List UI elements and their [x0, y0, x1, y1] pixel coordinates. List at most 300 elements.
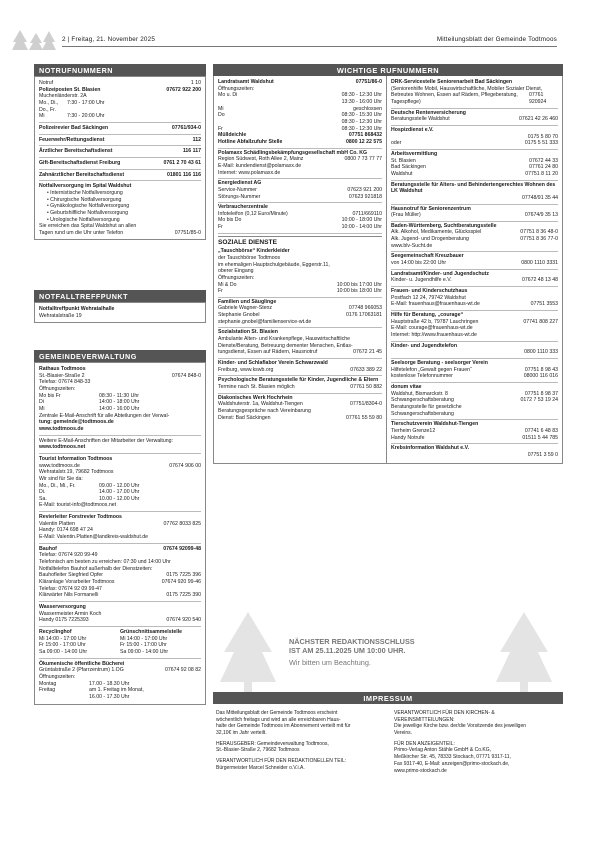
- impressum-line: St.-Blasier-Straße 2, 79682 Todtmoos: [216, 747, 300, 754]
- notruf-section: [34, 64, 206, 240]
- notruf-row: [39, 93, 201, 100]
- treff-section: [34, 290, 206, 323]
- soziale-dienste-heading: SOZIALE DIENSTE: [218, 236, 382, 247]
- contact-entry: [391, 420, 558, 444]
- entry-line-value: 07748 966053: [348, 305, 382, 312]
- impressum-column-2: [394, 710, 562, 774]
- entry-line-label: Betreutes Wohnen, Essen auf Rädern, Pflegeberatung, Tagespflege): [391, 92, 518, 105]
- separator: [39, 543, 201, 544]
- notruf-row: [39, 148, 201, 155]
- entry-line-value: 07751 8 36 77-0: [520, 236, 558, 243]
- entry-line-value: 07623 921 200: [347, 186, 382, 193]
- entry-line: [218, 139, 382, 146]
- entry-line-label: Öffnungszeiten:: [218, 274, 255, 281]
- row-value: 0761 2 70 43 61: [163, 159, 201, 166]
- entry-line: [218, 415, 382, 422]
- entry-line-label: www.blv-Sucht.de: [391, 242, 433, 249]
- entry-line: [391, 134, 558, 141]
- gruenschnitt-hours: Sa 09:00 - 14:00 Uhr: [120, 648, 169, 655]
- entry-title: Frauen- und Kinderschutzhaus: [391, 288, 468, 295]
- entry-line-value: 07672 44 33: [529, 157, 558, 164]
- impressum-line: Das Mitteilungsblatt der Gemeinde Todtmoos erscheint: [216, 710, 338, 716]
- separator: [39, 626, 201, 627]
- row-value: 07762 8033 825: [163, 520, 201, 527]
- entry-line: [391, 404, 558, 411]
- ti-mail: E-Mail: tourist-info@todtmoos.net: [39, 502, 117, 509]
- rathaus-address-row: [39, 373, 201, 380]
- hours-row: [39, 483, 201, 490]
- entry-line: [218, 319, 382, 326]
- entry-line: [391, 92, 558, 105]
- entry-line-label: Internet: www.polamaxx.de: [218, 169, 281, 176]
- hours-day: Di.: [39, 489, 46, 496]
- contact-entry: [391, 150, 558, 181]
- bh-contact-row: [39, 579, 201, 586]
- impressum-line: FÜR DEN ANZEIGENTEIL:: [394, 740, 455, 747]
- entry-line-value: 0172 7 53 19 24: [520, 397, 558, 404]
- bh-contact-row: [39, 592, 201, 599]
- separator: [39, 180, 201, 181]
- bh-row: [39, 546, 201, 553]
- entry-line-label: St. Blasien: [391, 157, 416, 164]
- ti-row: [39, 463, 201, 470]
- entry-line-value: 0175 5 80 70: [527, 133, 558, 140]
- entry-line: [391, 373, 558, 380]
- note-line-3: Wir bitten um Beachtung.: [289, 658, 371, 668]
- row-label: Polizeiposten St. Blasien: [39, 86, 101, 93]
- entry-line: [218, 336, 382, 343]
- entry-line-value: 07674/9 35 13: [524, 212, 558, 219]
- hours-row: [39, 694, 201, 701]
- notfall-list-item: • Geburtshilfliche Notfallversorgung: [47, 210, 201, 217]
- wichtig-section: [213, 64, 563, 464]
- hours-day: Freitag: [39, 687, 56, 694]
- contact-entry: [391, 252, 558, 269]
- entry-line-label: der Tauschbörse Todtmoos: [218, 254, 281, 261]
- entry-line-label: Termine nach St. Blasien möglich: [218, 384, 295, 391]
- entry-line-label: Waldshuterstr. 1a, Waldshut-Tiengen: [218, 401, 303, 408]
- notfall-list: [39, 190, 201, 223]
- recycling-hours: Sa 09:00 - 14:00 Uhr: [39, 648, 88, 655]
- impressum-line: www.primo-stockach.de: [394, 767, 447, 774]
- wichtig-left-column: [214, 76, 387, 463]
- entry-line-value: 0800 7 73 77 77: [344, 156, 382, 163]
- mail-line: Weitere E-Mail-Anschriften der Mitarbeiter der Verwaltung:: [39, 437, 173, 444]
- entry-line: [391, 116, 558, 123]
- contact-entry: [391, 126, 558, 150]
- contact-entry: [218, 328, 382, 359]
- entry-line-value: 07761 55 59 80: [345, 414, 382, 421]
- entry-line-value: 07761 24 80: [529, 164, 558, 171]
- row-label: Gift-Bereitschaftsdienst Freiburg: [39, 159, 121, 166]
- entry-line-label: Beratungsstelle für gesetzliche: [391, 403, 462, 410]
- row-label: www.todtmoos.de: [39, 462, 80, 469]
- entry-title: Hausnotruf für Seniorenzentrum: [391, 205, 471, 212]
- hours-time: 08:30 - 11:30 Uhr: [99, 392, 139, 399]
- entry-line-value: 07623 921818: [348, 193, 382, 200]
- page-date: 2 | Freitag, 21. November 2025: [62, 36, 156, 43]
- entry-line-label: Dienste/Beratung, Betreuung dementer Menschen, Entlas-: [218, 342, 353, 349]
- hours-day: Mi: [39, 113, 45, 120]
- row-label: St.-Blasier-Straße 2: [39, 372, 85, 379]
- impressum-line: Vereins.: [394, 730, 413, 737]
- entry-line-label: Alk. Alkohol, Medikamente, Glücksspiel: [391, 229, 482, 236]
- hours-row: [39, 100, 201, 113]
- entry-title: Sozialstation St. Blasien: [218, 329, 278, 336]
- row-label: Kläranlage Vorarbeiter Todtmoos: [39, 579, 115, 586]
- hours-time: 14:00 - 16:00 Uhr: [99, 405, 140, 412]
- notruf-row: [39, 80, 201, 87]
- entry-line-label: kostenlose Telefonnummer: [391, 373, 453, 380]
- entry-line: [391, 171, 558, 178]
- contact-entry: [391, 270, 558, 287]
- contact-entry: [218, 376, 382, 393]
- entry-heading: [218, 204, 382, 211]
- entry-line: [391, 260, 558, 267]
- entry-line: [218, 343, 382, 350]
- impressum-line: Bürgermeister Marcel Schneider o.V.i.A.: [216, 764, 305, 771]
- row-label: Zahnärztlicher Bereitschaftsdienst: [39, 171, 125, 178]
- entry-line-value: 07741 6 48 83: [524, 427, 558, 434]
- impressum-line: halte der Gemeinde Todtmoos im Abonnement verteilt mit für: [216, 723, 351, 730]
- hours-time: am 1. Freitag im Monat,: [89, 687, 144, 694]
- entry-line-label: Freiburg, www.kswb.org: [218, 366, 274, 373]
- impressum-line: Meßkircher Str. 45, 78333 Stockach, 07771 9317-11,: [394, 754, 511, 761]
- entry-line-label: Hilfetelefon „Gewalt gegen Frauen“: [391, 366, 472, 373]
- entry-line-label: im ehemaligen Hauptschulgebäude, Eggerstr.11,: [218, 261, 330, 268]
- bh-note: Telefonisch am besten zu erreichen: 07:30 und 14:00 Uhr: [39, 559, 171, 566]
- notruf-row: [39, 160, 201, 167]
- entry-line: [218, 262, 382, 269]
- row-value: 07674 920 99-46: [161, 579, 201, 586]
- hours-time: 14:00 - 18:00 Uhr: [99, 399, 140, 406]
- row-value: 112: [192, 136, 201, 143]
- entry-line-value: 0176 17063181: [345, 312, 382, 319]
- wv-row: [39, 617, 201, 624]
- contact-entry: [218, 298, 382, 329]
- recycling-hours: Mi 14:00 - 17:00 Uhr: [39, 635, 87, 642]
- entry-title: Polamaxx Schädlingsbekämpfungsgesellschaft mbH Co. KG: [218, 149, 368, 156]
- entry-line: [218, 384, 382, 391]
- entry-heading: [218, 150, 382, 157]
- entry-line: [218, 194, 382, 201]
- entry-title: Hilfe für Beratung, „courage“: [391, 312, 464, 319]
- row-label: Polizeirevier Bad Säckingen: [39, 124, 109, 131]
- impressum-line: wöchentlich freitags und wird an alle erreichbaren Haus-: [216, 716, 341, 723]
- tree-decoration-icon: [218, 612, 278, 702]
- notfall-list-item: • Chirurgische Notfallversorgung: [47, 197, 201, 204]
- entry-title: Familien und Säuglinge: [218, 298, 277, 305]
- entry-line-label: Postfach 12 24, 79742 Waldshut: [391, 294, 466, 301]
- entry-heading: [218, 79, 382, 86]
- contact-entry: [391, 383, 558, 420]
- hours-row: [39, 489, 201, 496]
- entry-line-label: Hotline Abfallzufuhr Stelle: [218, 138, 283, 145]
- row-value: 07674 92 08 82: [164, 667, 201, 674]
- row-label: Muchenländerstr. 2A: [39, 93, 87, 100]
- entry-line-label: Mi & Do: [218, 281, 237, 288]
- gv-box: [34, 362, 206, 705]
- recycling-block: [39, 629, 201, 656]
- recycling-hours: Fr 15:00 - 17:00 Uhr: [39, 642, 86, 649]
- gruenschnitt-title: Grünschnittsammelstelle: [120, 628, 182, 635]
- entry-line-value: 0800 12 22 575: [345, 138, 382, 145]
- entry-title: Energiedienst AG: [218, 180, 262, 187]
- entry-line-value: 07748/91 35 44: [521, 194, 558, 201]
- hours-row: [39, 496, 201, 503]
- entry-line-label: (Seniorenhilfe Mobil, Hauswirtschaftliche, Mobiler Sozialer Dienst,: [391, 85, 543, 92]
- entry-line: [391, 325, 558, 332]
- separator: [39, 122, 201, 123]
- entry-line-label: Beratungsgespräche nach Vereinbarung: [218, 408, 311, 414]
- entry-line: [391, 236, 558, 243]
- entry-line-label: Öffnungszeiten:: [218, 85, 255, 92]
- entry-line: [218, 187, 382, 194]
- hours-time: 7:30 - 17:00 Uhr: [67, 99, 105, 106]
- entry-line: [218, 367, 382, 374]
- entry-line-label: Störungs-Nummer: [218, 193, 261, 200]
- entry-line: [218, 217, 382, 224]
- entry-line-value: 10:00 bis 18:00 Uhr: [336, 288, 382, 295]
- ti-title: Tourist Information Todtmoos: [39, 455, 113, 462]
- hours-day: Mo bis Fr: [39, 392, 61, 399]
- separator: [39, 134, 201, 135]
- entry-line: [218, 106, 382, 113]
- wichtig-heading: WICHTIGE RUFNUMMERN: [213, 64, 563, 76]
- entry-line-value: 07751 868432: [348, 132, 382, 139]
- entry-line-label: Mülldeichle: [218, 132, 247, 139]
- entry-phone: 07751/86-0: [355, 79, 382, 85]
- entry-line-label: Beratungsstelle Waldshut: [391, 116, 450, 123]
- contact-entry: [391, 287, 558, 311]
- row-value: 07674 848-0: [171, 372, 201, 379]
- entry-line: [391, 243, 558, 250]
- entry-line-value: 07751 3553: [530, 301, 558, 308]
- contact-entry: [218, 394, 382, 424]
- entry-title: Landratsamt/Kinder- und Jugendschutz: [391, 270, 489, 277]
- hours-day: Di: [39, 399, 44, 406]
- separator: [39, 511, 201, 512]
- impressum-line: 32,10€ im Jahr verteilt.: [216, 730, 267, 737]
- note-line-1: NÄCHSTER REDAKTIONSSCHLUSS: [289, 637, 415, 646]
- entry-line-label: Fr: [218, 125, 223, 132]
- entry-line-value: 01511 5 44 785: [522, 434, 558, 441]
- contact-entry: [391, 181, 558, 205]
- entry-line-label: von 14:00 bis 22:00 Uhr: [391, 260, 447, 267]
- entry-line-value: 0175 5 51 333: [524, 140, 558, 147]
- entry-line: [391, 367, 558, 374]
- entry-line: [218, 288, 382, 295]
- entry-line: [391, 164, 558, 171]
- recycling-title: Recyclinghof: [39, 628, 72, 635]
- entry-line-label: stephanie.gnobel@familienservice-wt.de: [218, 318, 312, 325]
- contact-entry: [391, 311, 558, 342]
- rathaus-fax: Telefax: 07674 848-33: [39, 379, 91, 386]
- hours-day: Sa.: [39, 495, 47, 502]
- notruf-row: [39, 172, 201, 179]
- web-link: www.todtmoos.de: [39, 425, 84, 432]
- entry-line-label: Service-Nummer: [218, 186, 257, 193]
- contact-entry: [218, 149, 382, 180]
- entry-line: [218, 268, 382, 275]
- hours-time: 14.00 - 17.00 Uhr: [99, 489, 140, 496]
- entry-title: Seegemeinschaft Kreuzbauer: [391, 253, 464, 260]
- row-value: 07674 92099-48: [163, 545, 201, 552]
- hours-row: [39, 113, 201, 120]
- entry-line-value: 0800 1110 3331: [521, 260, 558, 267]
- row-label: Grüntalstraße 2 (Pfarrzentrum) 1.OG: [39, 667, 124, 674]
- row-value: 07672 922 200: [166, 86, 201, 93]
- entry-line-label: Dienst: Bad Säckingen: [218, 414, 271, 421]
- entry-line-label: Tierheim Grenze12: [391, 427, 436, 434]
- contact-entry: [391, 359, 558, 383]
- rf-handy: Handy: 0174 698 47 24: [39, 527, 93, 534]
- impressum-line: Fax 9317-40, E-Mail: anzeigen@primo-stockach.de,: [394, 760, 510, 767]
- notruf-row: [39, 137, 201, 144]
- wv-name: Wassermeister Armin Koch: [39, 610, 102, 617]
- contact-entry: [218, 179, 382, 203]
- entry-line-value: 07621 42 26 460: [519, 116, 558, 123]
- row-value: 116 117: [182, 148, 201, 155]
- impressum-line: Die jeweilige Kirche bzw. der/die Vorsitzende des jeweiligen: [394, 723, 527, 730]
- entry-line: [218, 126, 382, 133]
- row-value: 07761/934-0: [171, 124, 201, 131]
- entry-title: Baden-Württemberg, Suchtberatungsstelle: [391, 222, 497, 229]
- rf-row: [39, 521, 201, 528]
- impressum-heading: IMPRESSUM: [213, 692, 563, 704]
- hours-day: Mo., Di., Do., Fr.: [39, 99, 59, 113]
- tree-decoration-icon: [494, 612, 554, 702]
- entry-line-label: Ambulante Alten- und Krankenpflege, Hauswirtschaftliche: [218, 336, 351, 343]
- entry-line-label: Alk. Jugend- und Drogenberatung: [391, 236, 469, 243]
- entry-line: [391, 212, 558, 219]
- row-value: 07674 906 00: [169, 462, 201, 469]
- entry-line: [218, 211, 382, 218]
- row-value: 0175 7225 390: [166, 592, 201, 599]
- entry-line-label: Bad Säckingen: [391, 164, 426, 171]
- entry-title: Kinder- und Jugendtelefon: [391, 342, 457, 349]
- entry-line-value: 07761 920924: [528, 92, 547, 105]
- entry-line-value: 07751 8 98 43: [524, 366, 558, 373]
- entry-line: [218, 401, 382, 408]
- entry-title: Deutsche Rentenversicherung: [391, 109, 466, 116]
- entry-line-label: E-Mail: kundendienst@polamaxx.de: [218, 162, 302, 169]
- entry-line: [391, 158, 558, 165]
- hours-time: 7:30 - 20:00 Uhr: [67, 113, 105, 120]
- hours-day: Montag: [39, 680, 57, 687]
- entry-line-label: oberer Eingang: [218, 268, 254, 275]
- entry-line-value: 07751 8 11 20: [525, 170, 558, 177]
- contact-entry: [391, 222, 558, 253]
- entry-line: [218, 99, 382, 106]
- entry-line: [218, 119, 382, 126]
- entry-line: [391, 397, 558, 404]
- entry-line: [391, 391, 558, 398]
- separator: [39, 157, 201, 158]
- entry-title: Verbraucherzentrale: [218, 204, 268, 211]
- redaktionsschluss-note: [289, 637, 469, 667]
- entry-title: Landratsamt Waldshut: [218, 79, 274, 85]
- hours-time: 10.00 - 12.00 Uhr: [99, 495, 140, 502]
- entry-line: [218, 312, 382, 319]
- treff-address: Wehratalstraße 19: [39, 312, 82, 319]
- ti-address: Wehratalstr.19, 79682 Todtmoos: [39, 469, 114, 476]
- entry-line-value: 08:30 - 12:30 Uhr: [341, 125, 382, 132]
- entry-line: [218, 163, 382, 170]
- row-label: Notruf: [39, 80, 54, 86]
- row-label: Telefax: 07674 92 09 99-47: [39, 585, 102, 592]
- hours-row: [39, 393, 201, 400]
- hours-day: [39, 694, 89, 701]
- gv-heading: GEMEINDEVERWALTUNG: [34, 350, 206, 362]
- row-value: 01801 116 116: [166, 171, 201, 178]
- entry-title: Beratungsstelle für Alters- und Behindertengerechtes Wohnen des LK Waldshut: [391, 181, 556, 195]
- entry-line: [391, 349, 558, 356]
- entry-line-label: Fr: [218, 224, 223, 231]
- hours-row: [39, 681, 201, 688]
- row-label: Bauhofleiter Siegfried Opfer: [39, 572, 104, 579]
- entry-line-label: Kinder- u. Jugendhilfe e.V.: [391, 277, 452, 284]
- contact-entry: [391, 342, 558, 359]
- entry-line-label: (Frau Müller): [391, 212, 421, 219]
- entry-title: Tierschutzverein Waldshut-Tiengen: [391, 421, 479, 428]
- rathaus-title: Rathaus Todtmoos: [39, 366, 86, 372]
- entry-line: [391, 277, 558, 284]
- entry-line-value: 0800 1110 333: [524, 349, 558, 356]
- impressum-line: VERANTWORTLICH FÜR DEN REDAKTIONELLEN TEIL:: [216, 758, 347, 765]
- entry-line: [218, 282, 382, 289]
- notfall-list-item: • Gynäkologische Notfallversorgung: [47, 203, 201, 210]
- entry-line: [218, 305, 382, 312]
- entry-title: Hospizdienst e.V.: [391, 126, 434, 133]
- entry-line-label: Schwangerschaftsberatung: [391, 397, 454, 404]
- entry-line: [391, 195, 558, 202]
- row-value: 0175 7225 396: [166, 572, 201, 579]
- hours-day: Mo., Di., Mi., Fr.: [39, 482, 76, 489]
- mail-line: Zentrale E-Mail-Anschrift für alle Abteilungen der Verwal-: [39, 412, 170, 419]
- entry-line-label: E-Mail: frauenhaus@frauenhaus-wt.de: [391, 301, 480, 308]
- row-value: 07751/85-0: [174, 229, 201, 236]
- publication-title: Mitteilungsblatt der Gemeinde Todtmoos: [436, 36, 557, 43]
- hours-time: 16.00 - 17.30 Uhr: [89, 693, 130, 700]
- row-label: Tagen rund um die Uhr unter Telefon: [39, 229, 124, 236]
- impressum-line: VERANTWORTLICH FÜR DEN KIRCHEN- &: [394, 710, 495, 716]
- hours-day: Mi: [39, 405, 45, 412]
- row-label: Bauhof: [39, 545, 57, 552]
- contact-entry: [218, 359, 382, 376]
- impressum-line: VEREINSMITTEILUNGEN:: [394, 716, 455, 723]
- entry-line-value: 07751 3 59 0: [527, 451, 558, 458]
- entry-title: Kinder- und Schlaflabor Verein Schwarzwald: [218, 360, 328, 367]
- hours-time: 09.00 - 12.00 Uhr: [99, 482, 140, 489]
- entry-title: donum vitae: [391, 383, 422, 390]
- separator: [39, 435, 201, 436]
- wv-title: Wasserversorgung: [39, 604, 86, 610]
- entry-line-value: 07672 21 45: [353, 349, 382, 356]
- treff-heading: NOTFALLTREFFPUNKT: [34, 290, 206, 302]
- entry-line-value: 10:00 - 18:00 Uhr: [341, 217, 382, 224]
- bh-contact-row: [39, 572, 201, 579]
- entry-line-value: 07751 8 36 48-0: [520, 229, 558, 236]
- entry-line: [218, 170, 382, 177]
- entry-title: Krebsinformation Waldshut e.V.: [391, 445, 470, 452]
- entry-line: [391, 301, 558, 308]
- buecherei-title: Ökumenische öffentliche Bücherei: [39, 660, 125, 667]
- impressum-column-1: [216, 710, 384, 774]
- page-header: [62, 36, 557, 47]
- entry-line-label: Stephanie Gnobel: [218, 312, 260, 319]
- entry-line-value: 08:30 - 12:30 Uhr: [341, 92, 382, 99]
